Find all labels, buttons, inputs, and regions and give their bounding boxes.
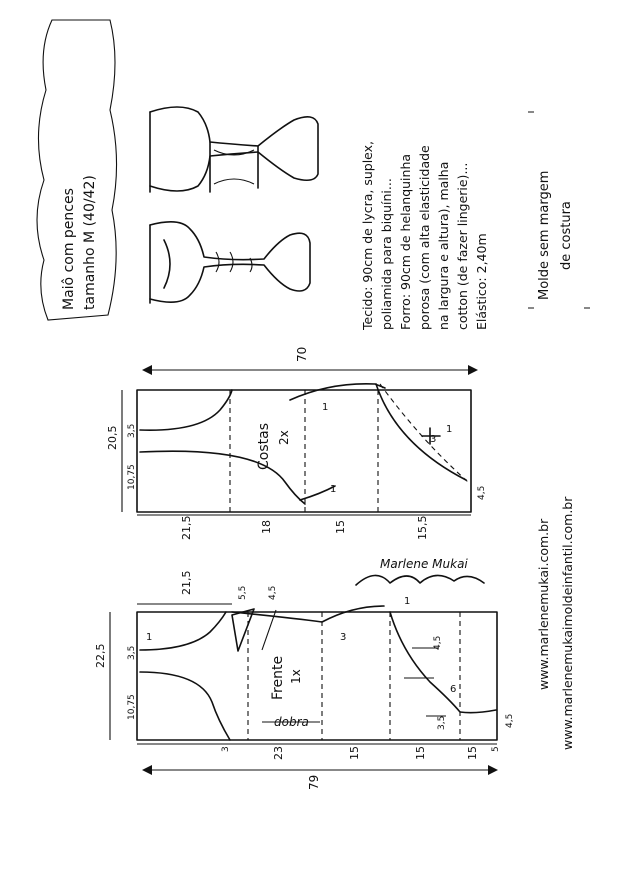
website-1: www.marlenemukai.com.br [536, 518, 551, 690]
back-neck-drop: 3,5 [127, 423, 137, 438]
front-view-sketch [150, 222, 310, 303]
signature-text: Marlene Mukai [380, 557, 468, 571]
back-piece-count: 2x [277, 430, 291, 445]
front-seg-5: 5 [491, 746, 501, 752]
back-overall-length: 70 [295, 346, 309, 362]
front-seg-1: 23 [272, 746, 285, 760]
front-hem-mark: 1 [404, 596, 411, 607]
back-view-sketch [150, 107, 318, 192]
notes-line-2: poliamida para biquíni... [379, 178, 394, 330]
title-line-2: tamanho M (40/42) [82, 175, 98, 310]
back-crotch-width: 10,75 [127, 464, 137, 490]
back-dart-mark-lower: 1 [330, 484, 337, 495]
back-height-total: 20,5 [106, 425, 119, 450]
front-bottom-left: 3 [221, 746, 231, 752]
seam-note [528, 112, 590, 308]
notes-line-7: Elástico: 2,40m [474, 233, 489, 330]
front-piece-name: Frente [270, 655, 286, 700]
back-piece-name: Costas [256, 423, 272, 470]
seam-note-line-2: de costura [559, 201, 574, 270]
back-seg-1: 21,5 [180, 515, 193, 540]
front-leg-end: 4,5 [505, 713, 515, 728]
front-curve-a: 4,5 [433, 635, 443, 650]
back-pattern-piece [106, 347, 487, 540]
notes-line-1: Tecido: 90cm de lycra, suplex, [360, 140, 375, 330]
front-dart-depth: 3 [340, 632, 347, 643]
notes-line-4: porosa (com alta elasticidade [417, 145, 432, 330]
title-line-1: Maiô com pences [61, 188, 77, 310]
front-seg-3: 15 [414, 746, 427, 760]
front-bust-b: 4,5 [268, 585, 278, 600]
front-seg-4: 15 [466, 746, 479, 760]
front-height-total: 22,5 [94, 643, 107, 668]
back-seg-4: 15,5 [416, 515, 429, 540]
notes-line-3: Forro: 90cm de helanquinha [398, 153, 413, 330]
front-crotch-width: 10,75 [127, 694, 137, 720]
front-overall-length: 79 [307, 774, 321, 790]
front-fold-label: dobra [274, 715, 309, 729]
back-hem-mark: 1 [446, 424, 453, 435]
back-leg-end: 4,5 [477, 485, 487, 500]
front-strap-mark: 1 [146, 632, 153, 643]
notes-line-5: na largura e altura), malha [436, 161, 451, 330]
front-seg-2: 15 [348, 746, 361, 760]
title-block [37, 20, 117, 320]
back-seg-3: 15 [334, 520, 347, 534]
front-bust-a: 5,5 [238, 585, 248, 600]
signature [356, 557, 484, 585]
back-leg-dart: 3 [430, 434, 437, 445]
front-neck-drop: 3,5 [127, 645, 137, 660]
fabric-notes [360, 141, 489, 331]
front-pattern-piece [94, 571, 515, 791]
seam-note-line-1: Molde sem margem [537, 170, 552, 300]
back-dart-mark: 1 [322, 402, 329, 413]
front-top-seg: 21,5 [180, 570, 193, 595]
back-seg-2: 18 [260, 520, 273, 534]
front-curve-b: 6 [450, 684, 457, 695]
front-curve-c: 3,5 [437, 715, 447, 730]
notes-line-6: cotton (de fazer lingerie)... [455, 162, 470, 330]
website-2: www.marlenemukaimoldeinfantil.com.br [560, 496, 575, 750]
website-credits [536, 496, 575, 750]
front-piece-count: 1x [289, 669, 303, 684]
